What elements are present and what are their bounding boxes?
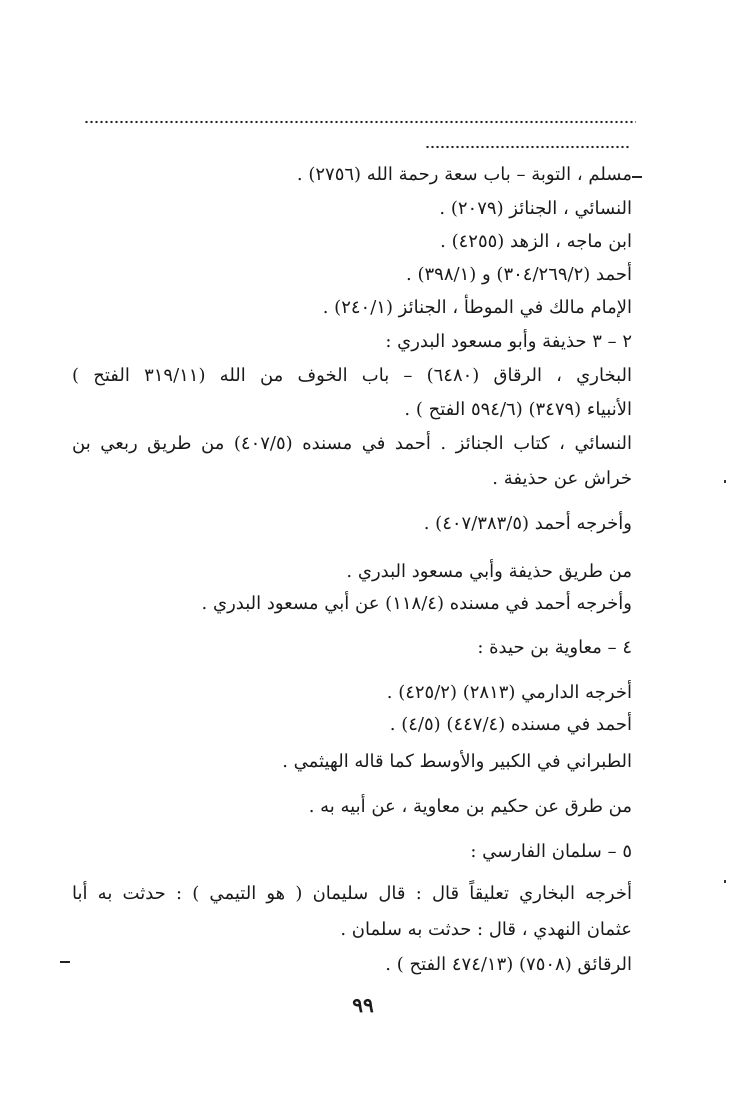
text-line: خراش عن حذيفة .: [492, 468, 632, 489]
text-line: عثمان النهدي ، قال : حدثت به سلمان .: [340, 919, 632, 940]
text-line: أخرجه البخاري تعليقاً قال : قال سليمان ( هو التيمي ) : حدثت به أبا: [72, 883, 632, 904]
text-line: الإمام مالك في الموطأ ، الجنائز (٢٤٠/١) .: [322, 297, 632, 318]
margin-speck: [724, 880, 726, 883]
text-line: ابن ماجه ، الزهد (٤٢٥٥) .: [440, 231, 632, 252]
text-line: وأخرجه أحمد (٤٠٧/٣٨٣/٥) .: [423, 513, 632, 534]
text-line: الرقائق (٧٥٠٨) (٤٧٤/١٣ الفتح ) .: [385, 954, 632, 975]
dotted-separator-short: [425, 145, 631, 149]
text-line: وأخرجه أحمد في مسنده (١١٨/٤) عن أبي مسعود البدري .: [201, 593, 632, 614]
margin-mark: [632, 176, 642, 178]
text-line: من طريق حذيفة وأبي مسعود البدري .: [346, 561, 632, 582]
text-line: النسائي ، كتاب الجنائز . أحمد في مسنده (٤٠٧/٥) من طريق ربعي بن: [72, 433, 632, 454]
text-line: مسلم ، التوبة – باب سعة رحمة الله (٢٧٥٦) .: [296, 164, 632, 185]
text-line: أخرجه الدارمي (٢٨١٣) (٤٢٥/٢) .: [386, 682, 632, 703]
text-line: أحمد في مسنده (٤٤٧/٤) (٤/٥) .: [389, 714, 632, 735]
section-heading: ٢ – ٣ حذيفة وأبو مسعود البدري :: [385, 331, 632, 352]
text-line: من طرق عن حكيم بن معاوية ، عن أبيه به .: [308, 796, 632, 817]
dotted-separator-top: [84, 120, 636, 124]
section-heading: ٤ – معاوية بن حيدة :: [477, 637, 632, 658]
margin-speck: [724, 480, 726, 483]
page-number: ٩٩: [352, 993, 374, 1017]
text-line: الأنبياء (٣٤٧٩) (٥٩٤/٦ الفتح ) .: [404, 399, 632, 420]
text-line: أحمد (٣٠٤/٢٦٩/٢) و (٣٩٨/١) .: [406, 264, 632, 285]
text-line: الطبراني في الكبير والأوسط كما قاله الهيثمي .: [282, 751, 632, 772]
section-heading: ٥ – سلمان الفارسي :: [470, 841, 632, 862]
text-line: النسائي ، الجنائز (٢٠٧٩) .: [439, 198, 632, 219]
margin-mark: [60, 961, 70, 963]
text-line: البخاري ، الرقاق (٦٤٨٠) – باب الخوف من الله (٣١٩/١١ الفتح ): [72, 365, 632, 386]
